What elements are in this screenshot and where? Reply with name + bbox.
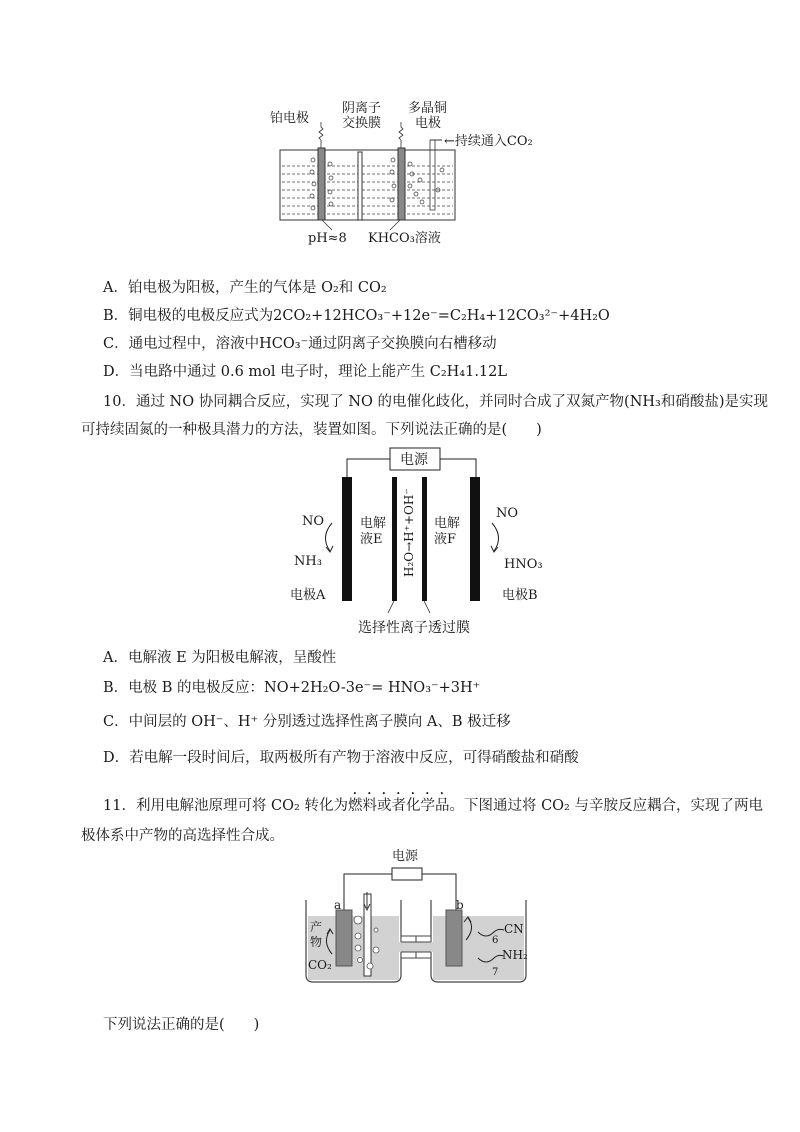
label-power-source: 电源 bbox=[400, 452, 428, 468]
label-water-splitting: H₂O→H⁺+OH⁻ bbox=[402, 488, 416, 577]
label-no-right: NO bbox=[496, 506, 519, 521]
q11-stem-line2: 极体系中产物的高选择性合成。 bbox=[81, 828, 284, 844]
label-membrane-line2: 交换膜 bbox=[342, 116, 382, 131]
q11-question-prompt: 下列说法正确的是( ) bbox=[103, 1017, 260, 1033]
q11-stem-line1 bbox=[103, 790, 763, 816]
q9-option-c: C．通电过程中，溶液中HCO₃⁻通过阴离子交换膜向右槽移动 bbox=[103, 336, 497, 352]
label-hno3: HNO₃ bbox=[504, 557, 543, 572]
label-chain-6: 6 bbox=[492, 935, 499, 946]
label-pt-electrode: 铂电极 bbox=[270, 111, 310, 126]
label-ph: pH≈8 bbox=[308, 231, 347, 246]
label-cn: CN bbox=[504, 922, 524, 936]
q11-stem-post: 。下图通过将 CO₂ 与辛胺反应耦合，实现了两电 bbox=[449, 798, 763, 814]
label-product-line1: 产 bbox=[310, 920, 323, 934]
label-electrolyte-e-line1: 电解 bbox=[360, 516, 387, 531]
label-power-source-3: 电源 bbox=[392, 849, 419, 864]
label-electrode-b-small: b bbox=[456, 898, 464, 912]
q10-stem-line2: 可持续固氮的一种极具潜力的方法，装置如图。下列说法正确的是( ) bbox=[81, 422, 542, 438]
q10-option-b: B．电极 B 的电极反应：NO+2H₂O-3e⁻= HNO₃⁻+3H⁺ bbox=[103, 680, 481, 696]
label-electrode-a: 电极A bbox=[290, 588, 326, 603]
label-cu-electrode-line2: 电极 bbox=[415, 116, 442, 131]
q11-stem-pre: 11．利用电解池原理可将 CO₂ 转化为 bbox=[103, 798, 348, 814]
label-electrode-b: 电极B bbox=[502, 588, 538, 603]
label-no-left: NO bbox=[302, 514, 325, 529]
figure-co2-octylamine-cell bbox=[300, 850, 530, 990]
q10-option-a: A．电解液 E 为阳极电解液，呈酸性 bbox=[103, 650, 337, 666]
figure-electrolysis-co2-cell bbox=[260, 100, 570, 250]
label-nh2: NH₂ bbox=[502, 948, 528, 962]
label-electrolyte-e-line2: 液E bbox=[360, 532, 383, 547]
label-electrolyte-f-line2: 液F bbox=[434, 532, 457, 547]
q11-stem-emphasis: 燃料或者化学品 bbox=[347, 798, 450, 814]
label-khco3-solution: KHCO₃溶液 bbox=[368, 231, 441, 246]
figure-no-electrolysis bbox=[280, 445, 550, 640]
q9-option-d: D．当电路中通过 0.6 mol 电子时，理论上能产生 C₂H₄1.12L bbox=[103, 364, 508, 380]
label-cu-electrode-line1: 多晶铜 bbox=[408, 101, 448, 116]
q10-option-c: C．中间层的 OH⁻、H⁺ 分别透过选择性离子膜向 A、B 极迁移 bbox=[103, 714, 511, 730]
label-co2: CO₂ bbox=[308, 958, 332, 972]
label-membrane-line1: 阴离子 bbox=[342, 101, 382, 116]
label-selective-membrane: 选择性离子透过膜 bbox=[358, 620, 470, 636]
label-electrolyte-f-line1: 电解 bbox=[434, 516, 461, 531]
label-product-line2: 物 bbox=[310, 935, 323, 949]
q10-option-d: D．若电解一段时间后，取两极所有产物于溶液中反应，可得硝酸盐和硝酸 bbox=[103, 750, 579, 766]
q9-option-b: B．铜电极的电极反应式为2CO₂+12HCO₃⁻+12e⁻=C₂H₄+12CO₃²⁻+4H₂O bbox=[103, 308, 610, 324]
label-co2-inlet: ←持续通入CO₂ bbox=[444, 134, 533, 149]
q9-option-a: A．铂电极为阳极，产生的气体是 O₂和 CO₂ bbox=[103, 280, 387, 296]
q10-stem-line1: 10．通过 NO 协同耦合反应，实现了 NO 的电催化歧化，并同时合成了双氮产物(NH₃和硝酸盐)是实现 bbox=[103, 394, 768, 410]
label-electrode-a-small: a bbox=[334, 898, 342, 912]
label-chain-7: 7 bbox=[492, 967, 499, 978]
label-nh3: NH₃ bbox=[294, 554, 322, 569]
